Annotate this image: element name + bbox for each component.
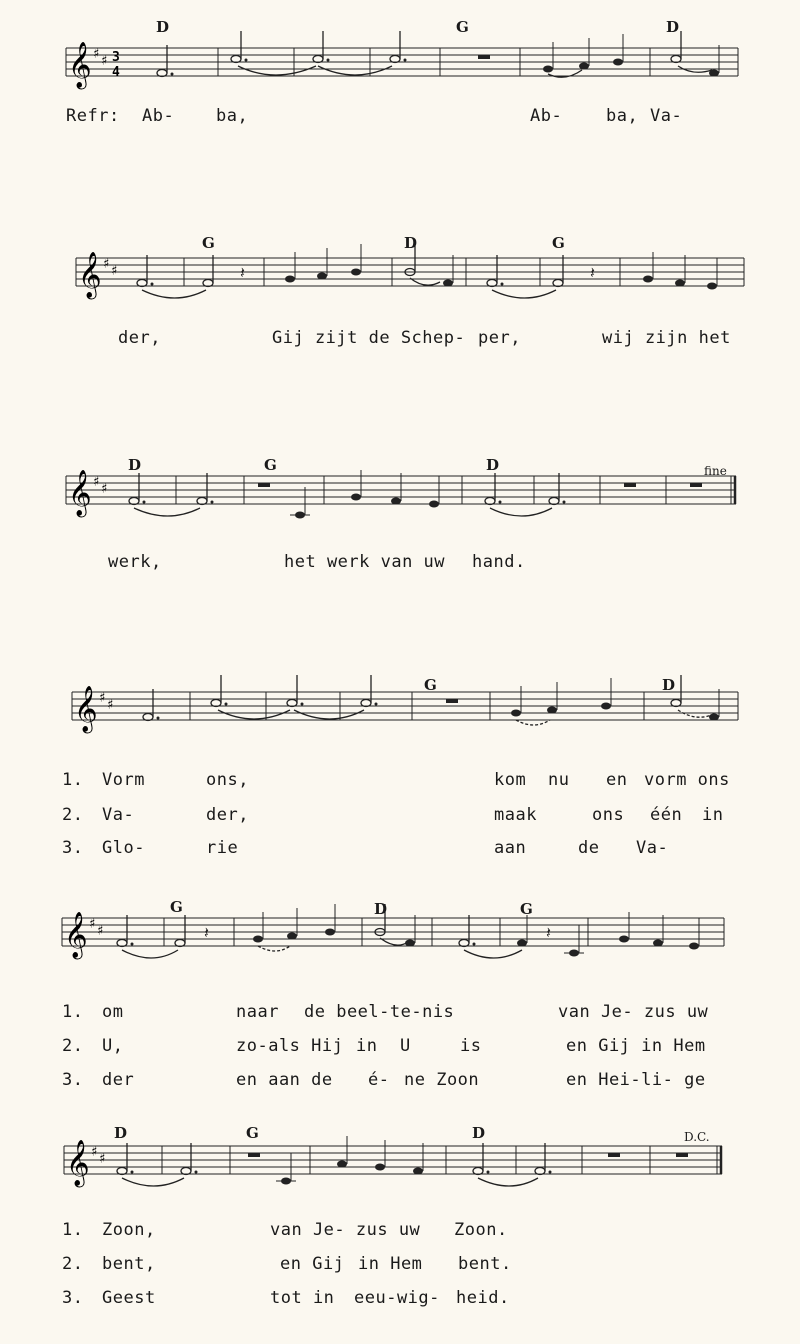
lyric-syllable: naar <box>236 1002 279 1022</box>
lyric-syllable: en Hei-li- ge <box>566 1070 706 1090</box>
sharp-icon: ♯ <box>92 474 101 490</box>
lyric-syllable: van Je- zus uw <box>558 1002 709 1022</box>
lyric-syllable: nu <box>548 770 570 790</box>
sharp-icon: ♯ <box>100 53 109 69</box>
lyric-syllable: per, <box>478 328 521 348</box>
chord-symbol: D <box>374 900 388 918</box>
lyric-syllable: ba, <box>606 106 639 126</box>
chord-symbol: D <box>114 1124 128 1142</box>
verse-number: 2. <box>62 1036 84 1056</box>
chord-symbol: D <box>472 1124 486 1142</box>
sharp-icon: ♯ <box>98 1151 107 1167</box>
lyric-syllable: Glo- <box>102 838 145 858</box>
chord-symbol: D <box>404 234 418 252</box>
lyric-syllable: het werk van uw <box>284 552 446 572</box>
treble-clef-icon: 𝄞 <box>66 1140 90 1186</box>
music-staff <box>0 890 800 1090</box>
lyric-syllable: en Gij <box>280 1254 345 1274</box>
lyric-syllable: wij zijn het <box>602 328 731 348</box>
lyric-syllable: werk, <box>108 552 162 572</box>
lyric-syllable: é- <box>368 1070 390 1090</box>
sharp-icon: ♯ <box>110 263 119 279</box>
sharp-icon: ♯ <box>98 690 107 706</box>
lyric-syllable: om <box>102 1002 124 1022</box>
lyric-syllable: rie <box>206 838 239 858</box>
lyric-syllable: is <box>460 1036 482 1056</box>
lyric-syllable: bent, <box>102 1254 156 1274</box>
lyric-syllable: van Je- zus uw <box>270 1220 421 1240</box>
svg-text:𝄽: 𝄽 <box>590 263 595 282</box>
lyric-syllable: ne Zoon <box>404 1070 480 1090</box>
lyric-syllable: Geest <box>102 1288 156 1308</box>
verse-number: 1. <box>62 770 84 790</box>
treble-clef-icon: 𝄞 <box>68 42 92 88</box>
music-staff <box>0 664 800 864</box>
treble-clef-icon: 𝄞 <box>78 252 102 298</box>
lyric-syllable: kom <box>494 770 527 790</box>
sharp-icon: ♯ <box>100 481 109 497</box>
lyric-syllable: maak <box>494 805 537 825</box>
lyric-syllable: in Hem <box>358 1254 423 1274</box>
sharp-icon: ♯ <box>96 923 105 939</box>
lyric-syllable: hand. <box>472 552 526 572</box>
chord-symbol: D <box>128 456 142 474</box>
music-staff <box>0 0 800 200</box>
refrain-label: Refr: <box>66 106 120 126</box>
dc-marking: D.C. <box>684 1130 710 1144</box>
sharp-icon: ♯ <box>102 256 111 272</box>
lyric-syllable: vorm ons <box>644 770 730 790</box>
sharp-icon: ♯ <box>90 1144 99 1160</box>
lyric-syllable: in <box>356 1036 378 1056</box>
lyric-syllable: Va- <box>102 805 135 825</box>
chord-symbol: G <box>246 1124 259 1142</box>
music-staff <box>0 210 800 410</box>
verse-number: 3. <box>62 1070 84 1090</box>
verse-number: 2. <box>62 805 84 825</box>
treble-clef-icon: 𝄞 <box>64 912 88 958</box>
lyric-syllable: Ab- <box>530 106 563 126</box>
lyric-syllable: Va- <box>650 106 683 126</box>
chord-symbol: D <box>666 18 680 36</box>
treble-clef-icon: 𝄞 <box>68 470 92 516</box>
verse-number: 2. <box>62 1254 84 1274</box>
svg-text:𝄽: 𝄽 <box>204 923 209 942</box>
lyric-syllable: Vorm <box>102 770 145 790</box>
chord-symbol: D <box>486 456 500 474</box>
chord-symbol: G <box>202 234 215 252</box>
lyric-syllable: U, <box>102 1036 124 1056</box>
lyric-syllable: eeu-wig- <box>354 1288 440 1308</box>
lyric-syllable: de <box>578 838 600 858</box>
fine-marking: fine <box>704 464 727 478</box>
chord-symbol: G <box>552 234 565 252</box>
time-sig-top: 3 <box>112 50 120 65</box>
lyric-syllable: ons <box>592 805 625 825</box>
lyric-syllable: Zoon, <box>102 1220 156 1240</box>
lyric-syllable: Ab- <box>142 106 175 126</box>
sharp-icon: ♯ <box>106 697 115 713</box>
sharp-icon: ♯ <box>88 916 97 932</box>
lyric-syllable: tot in <box>270 1288 335 1308</box>
lyric-syllable: Zoon. <box>454 1220 508 1240</box>
lyric-syllable: U <box>400 1036 411 1056</box>
verse-number: 3. <box>62 838 84 858</box>
lyric-syllable: heid. <box>456 1288 510 1308</box>
verse-number: 1. <box>62 1220 84 1240</box>
lyric-syllable: Gij zijt de Schep- <box>272 328 466 348</box>
lyric-syllable: aan <box>494 838 527 858</box>
lyric-syllable: ons, <box>206 770 249 790</box>
lyric-syllable: en aan de <box>236 1070 333 1090</box>
svg-text:𝄽: 𝄽 <box>240 263 245 282</box>
chord-symbol: G <box>424 676 437 694</box>
chord-symbol: D <box>662 676 676 694</box>
verse-number: 1. <box>62 1002 84 1022</box>
treble-clef-icon: 𝄞 <box>74 686 98 732</box>
lyric-syllable: der, <box>206 805 249 825</box>
lyric-syllable: en <box>606 770 628 790</box>
chord-symbol: G <box>456 18 469 36</box>
chord-symbol: D <box>156 18 170 36</box>
verse-number: 3. <box>62 1288 84 1308</box>
lyric-syllable: in <box>702 805 724 825</box>
lyric-syllable: Va- <box>636 838 669 858</box>
lyric-syllable: en Gij in Hem <box>566 1036 706 1056</box>
lyric-syllable: der <box>102 1070 135 1090</box>
lyric-syllable: der, <box>118 328 161 348</box>
chord-symbol: G <box>520 900 533 918</box>
lyric-syllable: de beel-te-nis <box>304 1002 455 1022</box>
time-sig-bottom: 4 <box>112 65 120 80</box>
lyric-syllable: zo-als Hij <box>236 1036 344 1056</box>
sharp-icon: ♯ <box>92 46 101 62</box>
chord-symbol: G <box>170 898 183 916</box>
svg-text:𝄽: 𝄽 <box>546 923 551 942</box>
lyric-syllable: bent. <box>458 1254 512 1274</box>
lyric-syllable: ba, <box>216 106 249 126</box>
chord-symbol: G <box>264 456 277 474</box>
lyric-syllable: één <box>650 805 683 825</box>
